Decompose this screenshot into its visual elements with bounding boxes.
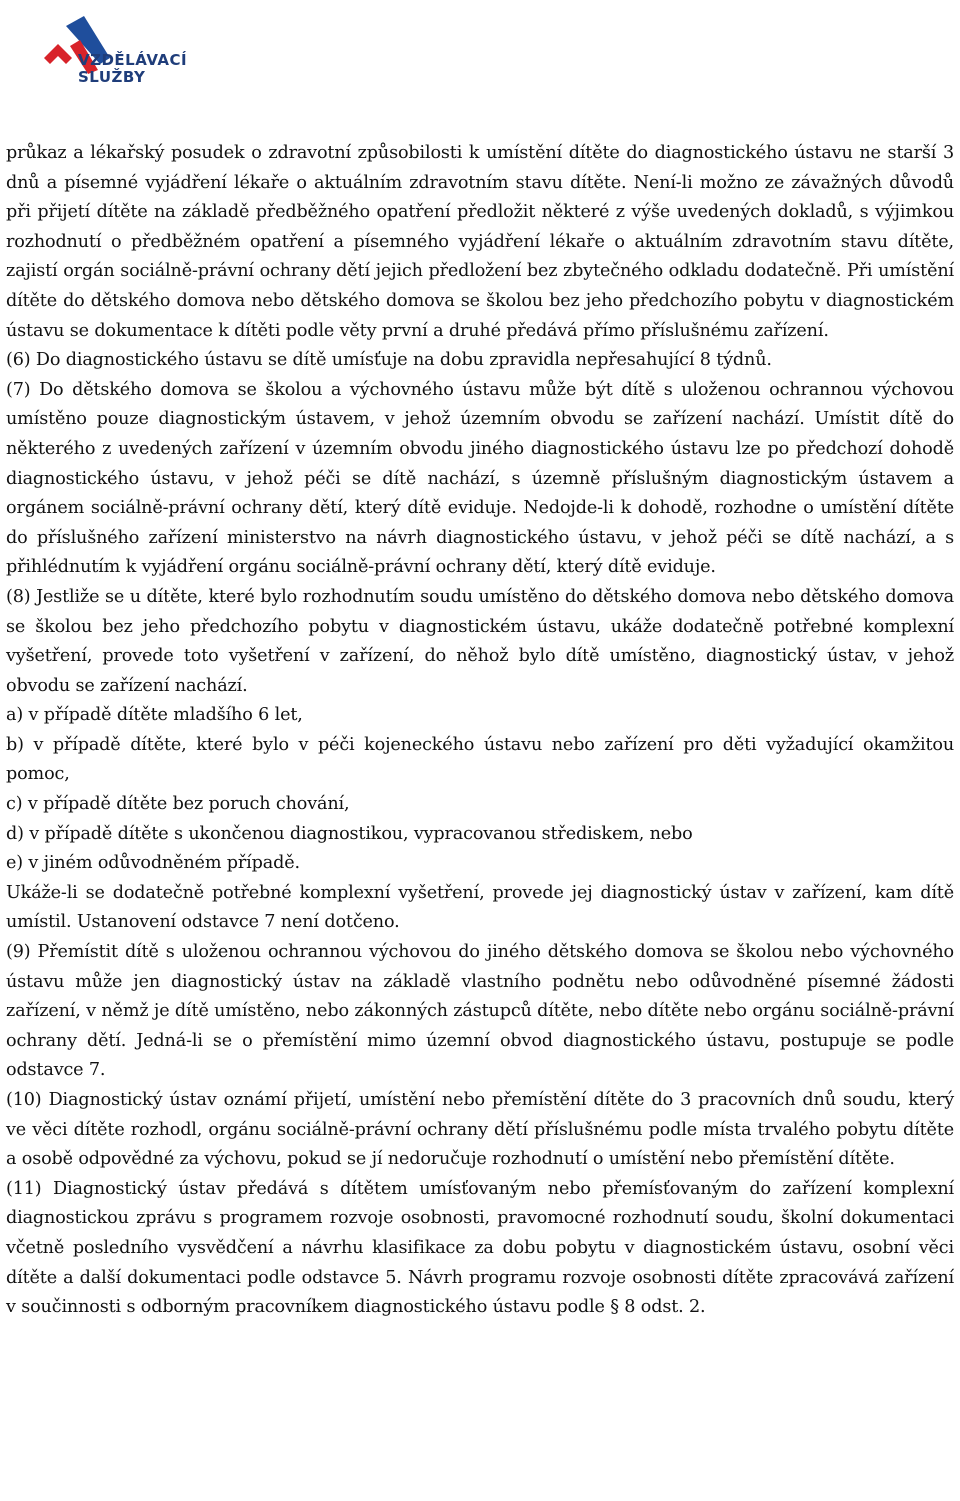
paragraph-9: (9) Přemístit dítě s uloženou ochrannou výchovou do jiného dětského domova se školou nebo výchovného ústavu může jen diagnostický ústav na základě vlastního podnětu nebo odůvodněné písemné žádosti zařízení, v němž je dítě umístěno, nebo zákonných zástupců dítěte, nebo dítěte nebo orgánu sociálně-právní ochrany dětí. Jedná-li se o přemístění mimo územní obvod diagnostického ústavu, postupuje se podle odstavce 7. (6, 942, 954, 1081)
paragraph-8-closing: Ukáže-li se dodatečně potřebné komplexní vyšetření, provede jej diagnostický ústav v zařízení, kam dítě umístil. Ustanovení odstavce 7 není dotčeno. (6, 882, 954, 933)
logo-text (78, 52, 187, 86)
logo-line-2: SLUŽBY (78, 68, 146, 86)
paragraph-7: (7) Do dětského domova se školou a výchovného ústavu může být dítě s uloženou ochrannou výchovou umístěno pouze diagnostickým ústavem, v jehož územním obvodu se zařízení nachází. Umístit dítě do některého z uvedených zařízení v územním obvodu jiného diagnostického ústavu lze po předchozí dohodě diagnostického ústavu, v jehož péči se dítě nachází, s územně příslušným diagnostickým ústavem a orgánem sociálně-právní ochrany dětí, který dítě eviduje. Nedojde-li k dohodě, rozhodne o umístění dítěte do příslušného zařízení ministerstvo na návrh diagnostického ústavu, v jehož péči se dítě nachází, a s přihlédnutím k vyjádření orgánu sociálně-právní ochrany dětí, který dítě eviduje. (6, 379, 954, 578)
paragraph-6: (6) Do diagnostického ústavu se dítě umísťuje na dobu zpravidla nepřesahující 8 týdnů. (6, 350, 772, 371)
paragraph-8: (8) Jestliže se u dítěte, které bylo rozhodnutím soudu umístěno do dětského domova nebo dětského domova se školou bez jeho předchozího pobytu v diagnostickém ústavu, ukáže dodatečně potřebné komplexní vyšetření, provede toto vyšetření v zařízení, do něhož bylo dítě umístěno, diagnostický ústav, v jehož obvodu se zařízení nachází. (6, 586, 954, 696)
list-item-e: e) v jiném odůvodněném případě. (6, 853, 300, 874)
paragraph-intro: průkaz a lékařský posudek o zdravotní způsobilosti k umístění dítěte do diagnostického ústavu ne starší 3 dnů a písemné vyjádření lékaře o aktuálním zdravotním stavu dítěte. Není-li možno ze závažných důvodů při přijetí dítěte na základě předběžného opatření předložit některé z výše uvedených dokladů, s výjimkou rozhodnutí o předběžném opatření a písemného vyjádření lékaře o aktuálním zdravotním stavu dítěte, zajistí orgán sociálně-právní ochrany dětí jejich předložení bez zbytečného odkladu dodatečně. Při umístění dítěte do dětského domova nebo dětského domova se školou bez jeho předchozího pobytu v diagnostickém ústavu se dokumentace k dítěti podle věty první a druhé předává přímo příslušnému zařízení. (6, 143, 954, 341)
logo-line-1: VZDĚLÁVACÍ (78, 51, 188, 69)
paragraph-11: (11) Diagnostický ústav předává s dítětem umísťovaným nebo přemísťovaným do zařízení komplexní diagnostickou zprávu s programem rozvoje osobnosti, pravomocné rozhodnutí soudu, školní dokumentaci včetně posledního vysvědčení a návrhu klasifikace za dobu pobytu v diagnostickém ústavu, osobní věci dítěte a další dokumentaci podle odstavce 5. Návrh programu rozvoje osobnosti dítěte zpracovává zařízení v součinnosti s odborným pracovníkem diagnostického ústavu podle § 8 odst. 2. (6, 1178, 954, 1318)
document-body (6, 139, 954, 1323)
paragraph-10: (10) Diagnostický ústav oznámí přijetí, umístění nebo přemístění dítěte do 3 pracovních dnů soudu, který ve věci dítěte rozhodl, orgánu sociálně-právní ochrany dětí příslušnému podle místa trvalého pobytu dítěte a osobě odpovědné za výchovu, pokud se jí nedoručuje rozhodnutí o umístění nebo přemístění dítěte. (6, 1090, 954, 1170)
list-item-c: c) v případě dítěte bez poruch chování, (6, 794, 350, 815)
list-item-a: a) v případě dítěte mladšího 6 let, (6, 705, 303, 726)
list-item-d: d) v případě dítěte s ukončenou diagnostikou, vypracovanou střediskem, nebo (6, 823, 693, 844)
logo (40, 14, 190, 94)
list-item-b: b) v případě dítěte, které bylo v péči kojeneckého ústavu nebo zařízení pro děti vyžadující okamžitou pomoc, (6, 734, 954, 785)
